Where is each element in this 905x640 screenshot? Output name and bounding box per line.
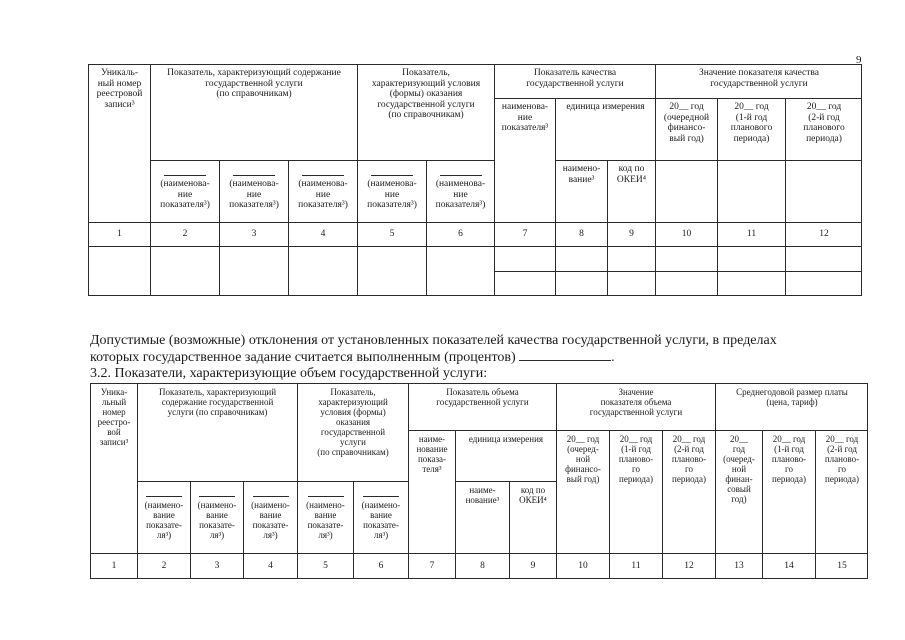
t2-fee-header: Среднегодовой размер платы (цена, тариф) (715, 383, 868, 430)
t1-data-cell (288, 246, 357, 296)
t2-volume-header: Показатель объема государственной услуги (408, 383, 556, 430)
t1-col-num: 2 (150, 222, 219, 246)
deviation-paragraph-line1: Допустимые (возможные) отклонения от установленных показателей качества государственной услуги, в пределах (90, 333, 777, 348)
t2-content-sub-3 (243, 481, 297, 553)
t2-conditions-sub-2 (353, 481, 408, 553)
t2-sub-label-1: (наимено- вание показате- ля³) (144, 500, 184, 540)
t2-fee-year3-header: 20__ год (2-й год планово- го периода) (815, 430, 868, 553)
t1-col-num: 7 (494, 222, 555, 246)
t1-year2-header: 20__ год (1-й год планового периода) (717, 98, 785, 160)
t1-year2-blank (717, 160, 785, 222)
page-number: 9 (856, 54, 862, 66)
t2-values-header: Значение показателя объема государственной услуги (556, 383, 715, 430)
t2-conditions-header: Показатель, характеризующий условия (формы) оказания государственной услуги (по справочникам) (297, 383, 408, 481)
t2-col-num: 7 (408, 553, 455, 579)
t1-col-num: 12 (785, 222, 862, 246)
t1-conditions-sub-1 (357, 160, 426, 222)
t1-content-sub-3 (288, 160, 357, 222)
t2-unit-header: единица измерения (455, 430, 556, 481)
t1-data-cell (655, 271, 717, 296)
t1-data-cell (219, 246, 288, 296)
t1-sub-label-4: (наименова- ние показателя³) (367, 179, 417, 210)
t2-col-num: 3 (190, 553, 243, 579)
t2-sub-label-5: (наимено- вание показате- ля³) (361, 500, 401, 540)
t2-conditions-sub-1 (297, 481, 353, 553)
t2-indicator-name-header: наиме- нование показа- теля³ (408, 430, 455, 553)
t1-data-cell (426, 246, 494, 296)
t1-col-num: 5 (357, 222, 426, 246)
t1-col-num: 4 (288, 222, 357, 246)
t1-content-header: Показатель, характеризующий содержание государственной услуги (по справочникам) (150, 64, 357, 160)
t2-value-year1-header: 20__ год (очеред- ной финансо- вый год) (556, 430, 609, 553)
t1-sub-label-3: (наименова- ние показателя³) (298, 179, 348, 210)
t1-data-cell (494, 271, 555, 296)
t2-content-sub-1 (137, 481, 190, 553)
t2-unit-name-header: наиме- нование³ (455, 481, 509, 553)
t2-fee-year2-header: 20__ год (1-й год планово- го периода) (762, 430, 815, 553)
t1-unit-header: единица измерения (555, 98, 655, 160)
t1-year3-blank (785, 160, 862, 222)
t1-col-num: 8 (555, 222, 607, 246)
t2-unique-number-header: Уника- льный номер реестро- вой записи³ (90, 383, 137, 553)
t2-value-year2-header: 20__ год (1-й год планово- го периода) (609, 430, 662, 553)
t2-col-num: 10 (556, 553, 609, 579)
t2-value-year3-header: 20__ год (2-й год планово- го периода) (662, 430, 715, 553)
t1-quality-header: Показатель качества государственной услуги (494, 64, 655, 98)
t2-col-num: 15 (815, 553, 868, 579)
deviation-paragraph-line2: которых государственное задание считается выполненным (процентов) . (90, 350, 615, 365)
t1-data-cell (655, 246, 717, 271)
t1-data-cell (785, 271, 862, 296)
t2-col-num: 2 (137, 553, 190, 579)
t1-col-num: 1 (88, 222, 150, 246)
t2-col-num: 5 (297, 553, 353, 579)
t2-col-num: 12 (662, 553, 715, 579)
t1-data-cell (494, 246, 555, 271)
t2-fee-year1-header: 20__ год (очеред- ной финан- совый год) (715, 430, 762, 553)
t1-conditions-header: Показатель, характеризующий условия (формы) оказания государственной услуги (по справочникам) (357, 64, 494, 160)
deviation-paragraph-text: которых государственное задание считается выполненным (процентов) (90, 350, 516, 365)
t2-sub-label-2: (наимено- вание показате- ля³) (197, 500, 237, 540)
t1-sub-label-5: (наименова- ние показателя³) (435, 179, 486, 210)
t1-sub-label-1: (наименова- ние показателя³) (160, 179, 210, 210)
t1-content-sub-1 (150, 160, 219, 222)
percent-blank-field[interactable] (519, 349, 611, 361)
t2-col-num: 4 (243, 553, 297, 579)
t1-conditions-sub-2 (426, 160, 494, 222)
t2-col-num: 11 (609, 553, 662, 579)
t2-col-num: 6 (353, 553, 408, 579)
t1-data-cell (555, 271, 607, 296)
t1-col-num: 6 (426, 222, 494, 246)
t1-unique-number-header: Уникаль- ный номер реестровой записи³ (88, 64, 150, 222)
t1-data-cell (607, 246, 655, 271)
t2-col-num: 8 (455, 553, 509, 579)
t1-content-sub-2 (219, 160, 288, 222)
t2-col-num: 1 (90, 553, 137, 579)
t1-col-num: 10 (655, 222, 717, 246)
t2-col-num: 14 (762, 553, 815, 579)
t1-data-cell (785, 246, 862, 271)
t1-year1-header: 20__ год (очередной финансо- вый год) (655, 98, 717, 160)
t2-unit-code-header: код по ОКЕИ⁴ (509, 481, 556, 553)
t1-indicator-name-header: наименова- ние показателя³ (494, 98, 555, 222)
t1-data-cell (717, 271, 785, 296)
t1-data-cell (150, 246, 219, 296)
t2-content-header: Показатель, характеризующий содержание государственной услуги (по справочникам) (137, 383, 297, 481)
t2-col-num: 9 (509, 553, 556, 579)
section-title: 3.2. Показатели, характеризующие объем государственной услуги: (90, 366, 488, 381)
t2-sub-label-4: (наимено- вание показате- ля³) (306, 500, 345, 540)
t1-data-cell (717, 246, 785, 271)
t1-unit-code-header: код по ОКЕИ⁴ (607, 160, 655, 222)
t1-col-num: 11 (717, 222, 785, 246)
t1-data-cell (607, 271, 655, 296)
t2-content-sub-2 (190, 481, 243, 553)
t1-data-cell (555, 246, 607, 271)
t2-col-num: 13 (715, 553, 762, 579)
t1-col-num: 9 (607, 222, 655, 246)
t2-sub-label-3: (наимено- вание показате- ля³) (251, 500, 290, 540)
t1-year3-header: 20__ год (2-й год планового периода) (785, 98, 862, 160)
t1-values-header: Значение показателя качества государственной услуги (655, 64, 862, 98)
t1-sub-label-2: (наименова- ние показателя³) (229, 179, 279, 210)
t1-data-cell (357, 246, 426, 296)
t1-data-cell (88, 246, 150, 296)
t1-col-num: 3 (219, 222, 288, 246)
t1-year1-blank (655, 160, 717, 222)
t1-unit-name-header: наимено- вание³ (555, 160, 607, 222)
